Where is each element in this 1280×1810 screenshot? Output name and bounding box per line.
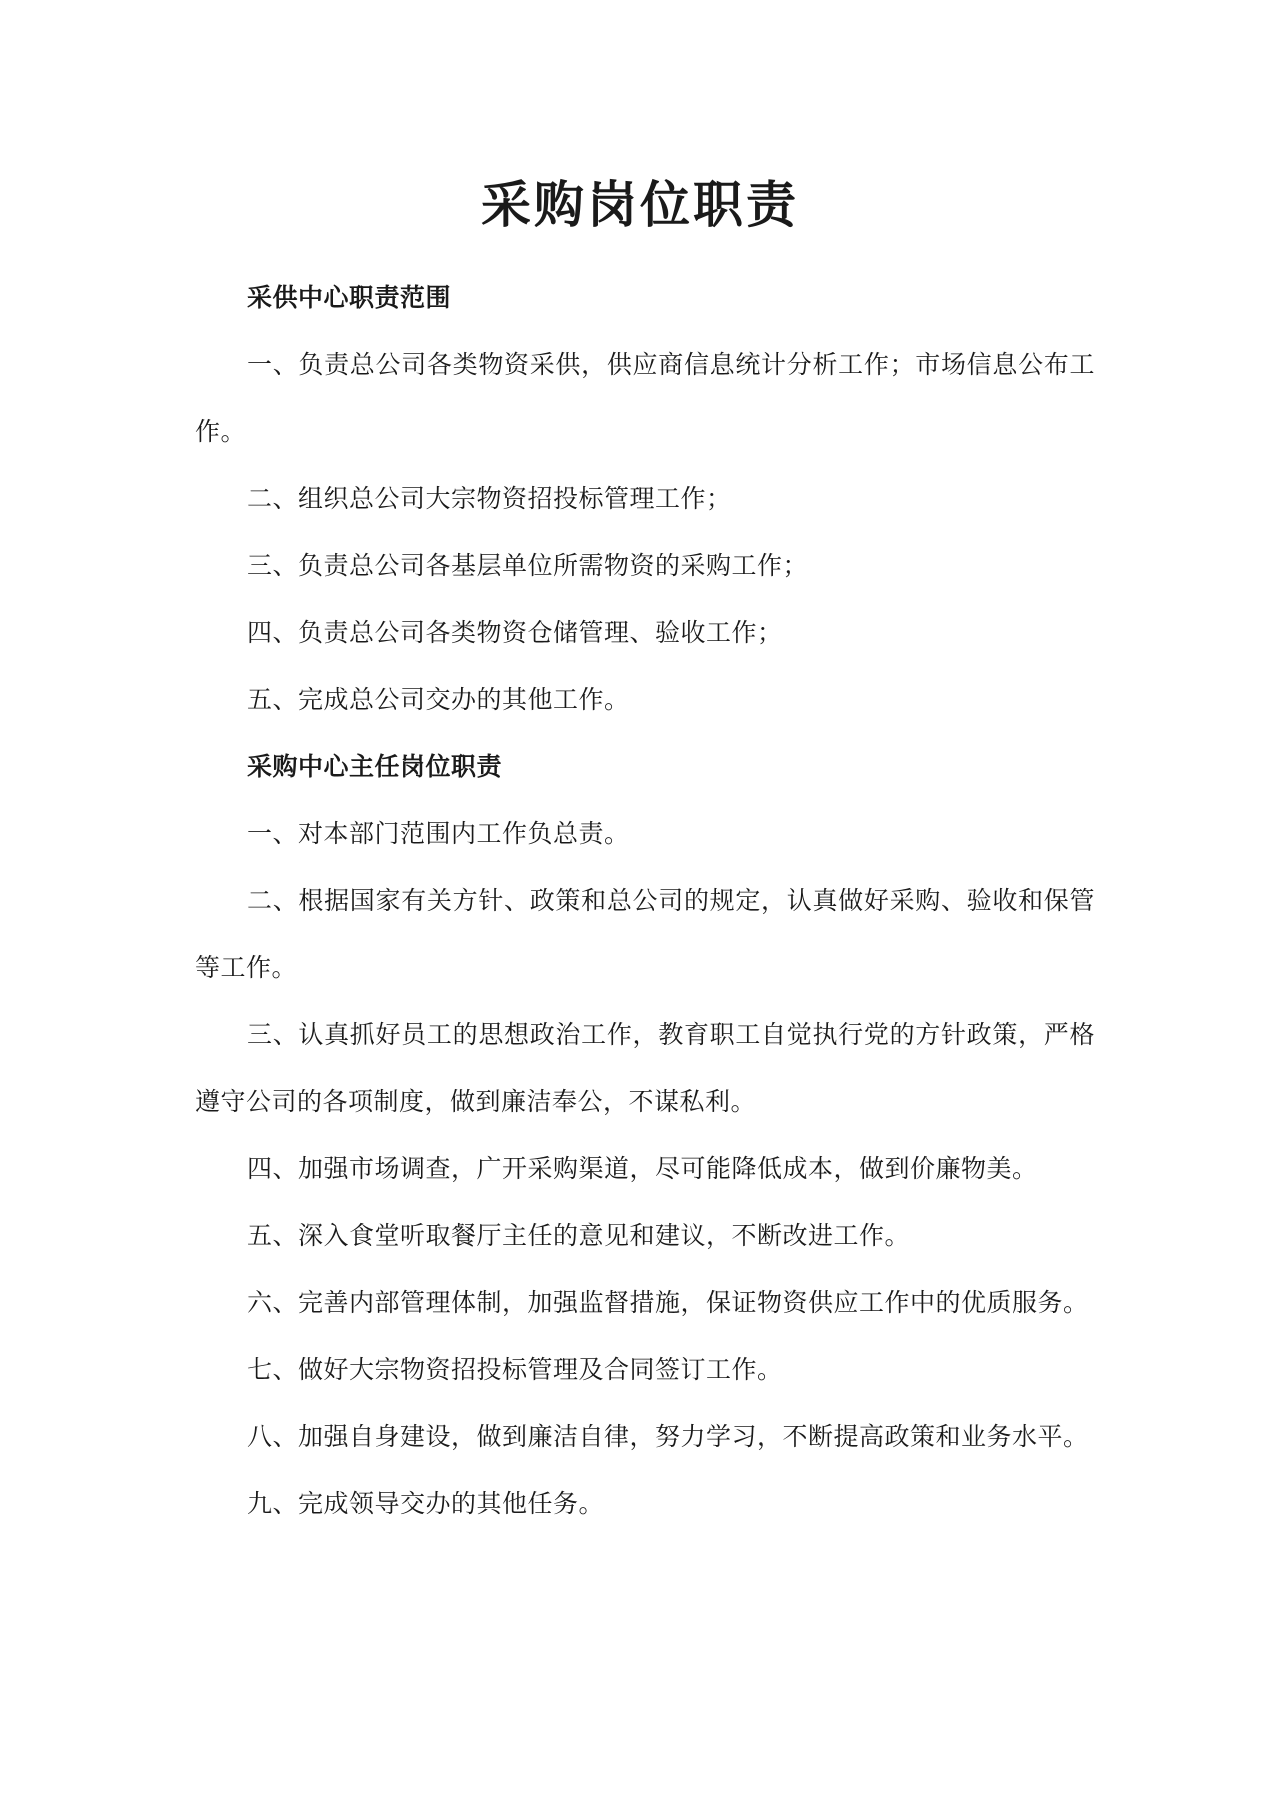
document-body [195,264,1095,1537]
paragraph: 三、负责总公司各基层单位所需物资的采购工作； [247,551,809,580]
paragraph: 一、负责总公司各类物资采供，供应商信息统计分析工作；市场信息公布工作。 [195,350,1095,446]
paragraph: 一、对本部门范围内工作负总责。 [247,819,630,848]
paragraph: 五、完成总公司交办的其他工作。 [247,685,630,714]
paragraph: 六、完善内部管理体制，加强监督措施，保证物资供应工作中的优质服务。 [247,1288,1089,1317]
paragraph: 五、深入食堂听取餐厅主任的意见和建议，不断改进工作。 [247,1221,911,1250]
paragraph: 三、认真抓好员工的思想政治工作，教育职工自觉执行党的方针政策，严格遵守公司的各项制度，做到廉洁奉公，不谋私利。 [195,1020,1095,1116]
paragraph: 八、加强自身建设，做到廉洁自律，努力学习，不断提高政策和业务水平。 [247,1422,1089,1451]
document-title: 采购岗位职责 [481,175,799,234]
paragraph: 二、根据国家有关方针、政策和总公司的规定，认真做好采购、验收和保管等工作。 [195,886,1095,982]
paragraph: 四、加强市场调查，广开采购渠道，尽可能降低成本，做到价廉物美。 [247,1154,1038,1183]
section-heading-scope: 采供中心职责范围 [247,283,452,312]
paragraph: 四、负责总公司各类物资仓储管理、验收工作； [247,618,783,647]
paragraph: 九、完成领导交办的其他任务。 [247,1489,605,1518]
section-heading-director: 采购中心主任岗位职责 [247,752,503,781]
paragraph: 七、做好大宗物资招投标管理及合同签订工作。 [247,1355,783,1384]
paragraph: 二、组织总公司大宗物资招投标管理工作； [247,484,732,513]
